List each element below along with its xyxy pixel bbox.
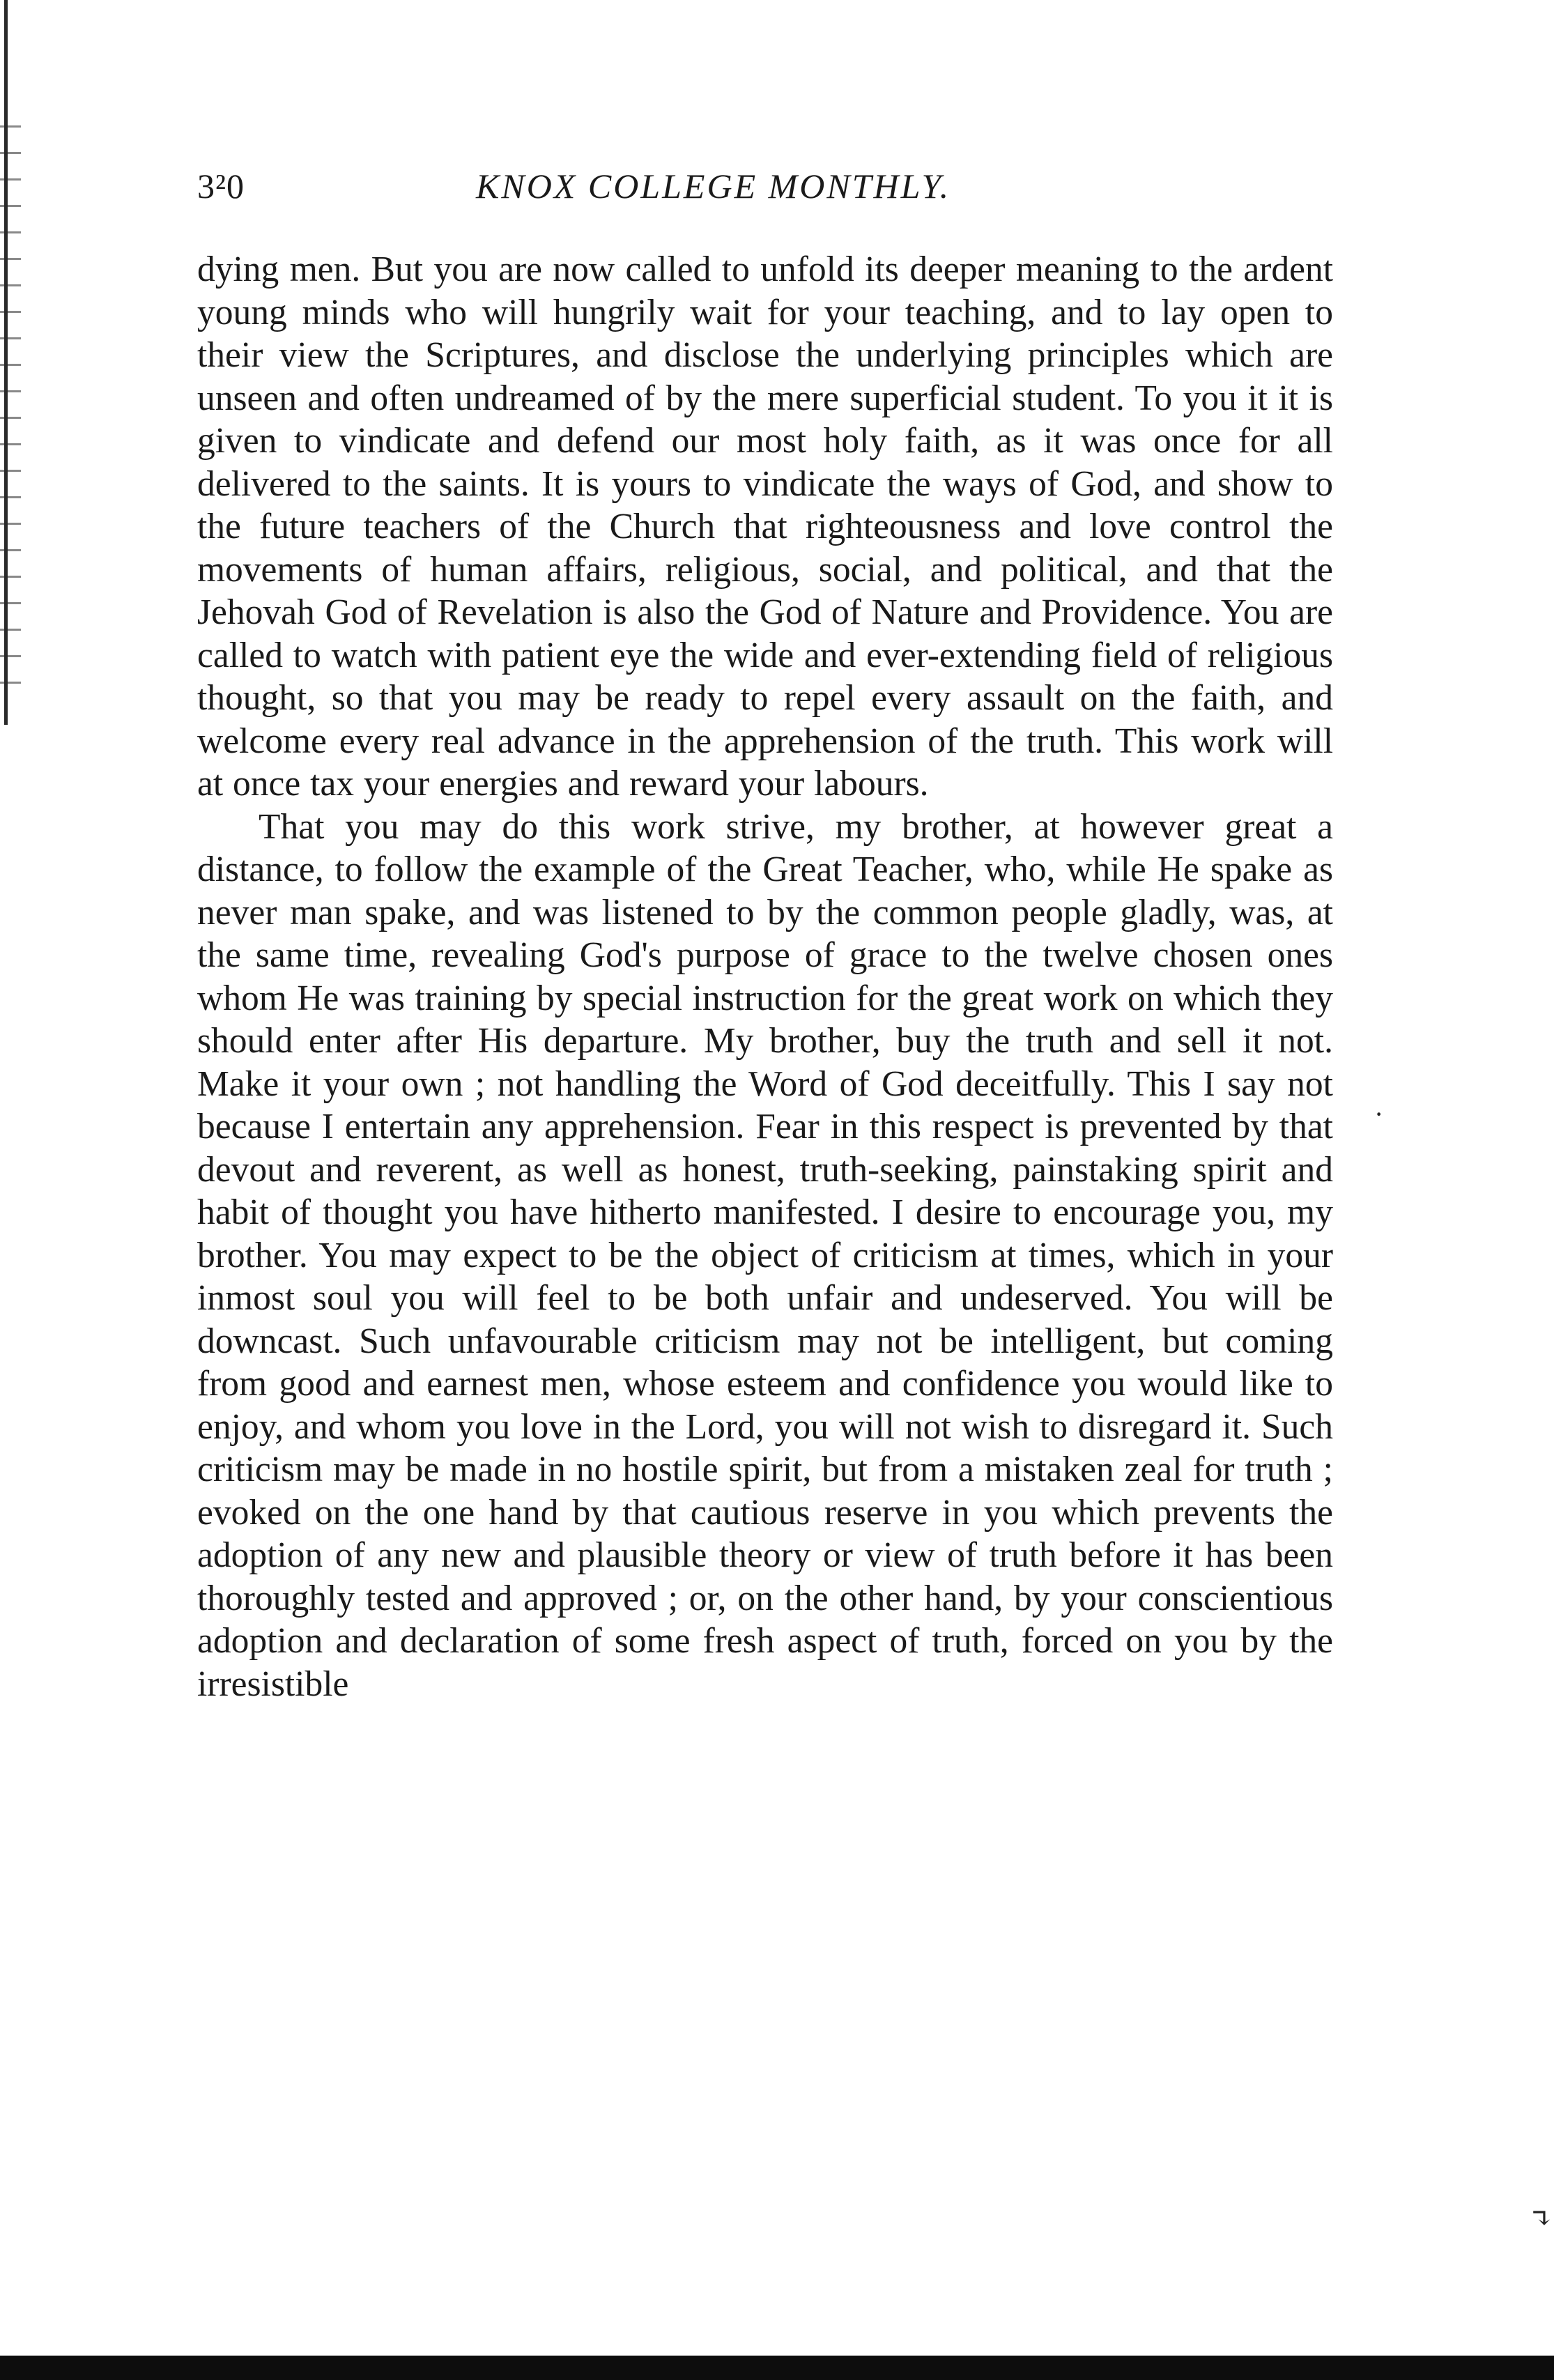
binding-marks (0, 125, 21, 697)
paragraph-1: dying men. But you are now called to unfold its deeper meaning to the ardent young minds who will hungrily wait for your teaching, and to lay open to their view the Scriptures, and disclose the underlying principles which are unseen and often undreamed of by the mere superficial student. To you it it is given to vindicate and defend our most holy faith, as it was once for all delivered to the saints. It is yours to vindicate the ways of God, and show to the future teachers of the Church that righteousness and love control the movements of human affairs, religious, social, and political, and that the Jehovah God of Revelation is also the God of Nature and Providence. You are called to watch with patient eye the wide and ever-extending field of religious thought, so that you may be ready to repel every assault on the faith, and welcome every real advance in the apprehension of the truth. This work will at once tax your energies and reward your labours. (197, 249, 1333, 804)
margin-dot: · (1374, 1098, 1384, 1130)
paragraph-2: That you may do this work strive, my brother, at however great a distance, to follow the example of the Great Teacher, who, while He spake as never man spake, and was listened to by the common people gladly, was, at the same time, revealing God's purpose of grace to the twelve chosen ones whom He was training by special instruction for the great work on which they should enter after His departure. My brother, buy the truth and sell it not. Make it your own ; not handling the Word of God deceitfully. This I say not because I entertain any apprehension. Fear in this respect is prevented by that devout and reverent, as well as honest, truth-seeking, painstaking spirit and habit of thought you have hitherto manifested. I desire to encourage you, my brother. You may expect to be the object of criticism at times, which in your inmost soul you will feel to be both unfair and undeserved. You will be downcast. Such unfavourable criticism may not be intelligent, but coming from good and earnest men, whose esteem and confidence you would like to enjoy, and whom you love in the Lord, you will not wish to disregard it. Such criticism may be made in no hostile spirit, but from a mistaken zeal for truth ; evoked on the one hand by that cautious reserve in you which prevents the adoption of any new and plausible theory or view of truth before it has been thoroughly tested and approved ; or, on the other hand, by your conscientious adoption and declaration of some fresh aspect of truth, forced on you by the irresistible (197, 806, 1333, 1704)
page-number: 3²0 (197, 167, 245, 206)
journal-title: KNOX COLLEGE MONTHLY. (476, 167, 951, 206)
scan-bottom-edge (0, 2356, 1554, 2380)
running-head (197, 166, 1333, 215)
body-text (197, 248, 1333, 1705)
corner-mark: ↴ (1530, 2203, 1553, 2234)
